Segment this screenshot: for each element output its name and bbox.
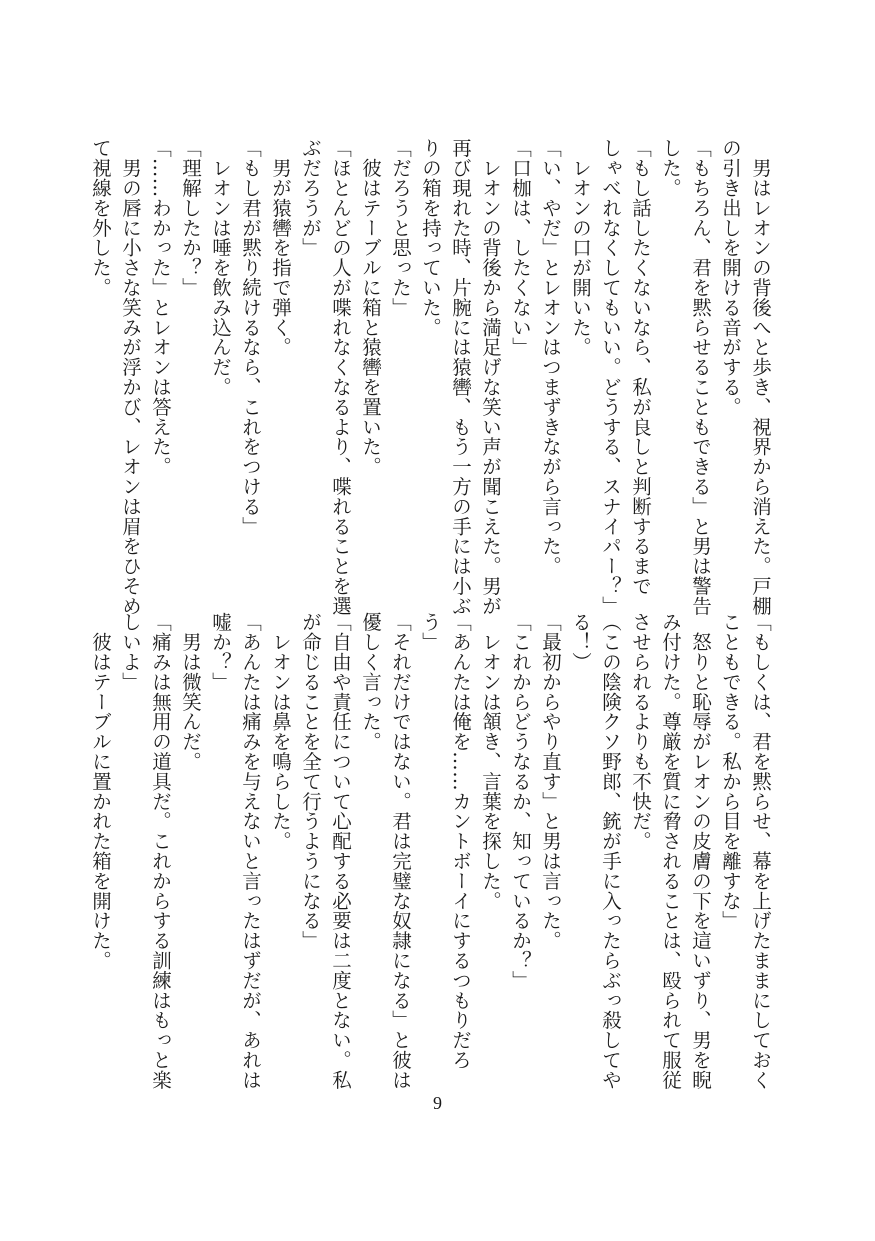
text-line: 怒りと恥辱がレオンの皮膚の下を這いずり、男を睨 [689, 612, 712, 1090]
text-line: レオンの背後から満足げな笑い声が聞こえた。男が [479, 138, 502, 616]
text-line: 「い、やだ」とレオンはつまずきながら言った。 [539, 138, 562, 576]
text-line: 嘘か？」 [209, 612, 232, 692]
text-line: レオンは頷き、言葉を探した。 [479, 612, 502, 911]
text-line: （この陰険クソ野郎、銃が手に入ったらぶっ殺してや [599, 612, 622, 1090]
text-line: 「もし君が黙り続けるなら、これをつける」 [239, 138, 262, 536]
text-line: 「あんたは俺を……カントボーイにするつもりだろ [449, 612, 472, 1070]
text-line: 「理解したか？」 [179, 138, 202, 298]
text-line: 「だろうと思った」 [389, 138, 412, 318]
text-line: 「もちろん、君を黙らせることもできる」と男は警告 [689, 138, 712, 616]
text-line: 男が猿轡を指で弾く。 [269, 138, 292, 357]
text-line: 「あんたは痛みを与えないと言ったはずだが、あれは [239, 612, 262, 1090]
text-block-bottom [89, 612, 775, 1090]
text-block-top [89, 138, 775, 616]
text-line: 男の唇に小さな笑みが浮かび、レオンは眉をひそめ [119, 138, 142, 616]
text-line: 「ほとんどの人が喋れなくなるより、喋れることを選 [329, 138, 352, 616]
text-line: 彼はテーブルに箱と猿轡を置いた。 [359, 138, 382, 477]
text-line: 男はレオンの背後へと歩き、視界から消えた。戸棚 [749, 138, 772, 616]
text-line: ぶだろうが」 [299, 138, 322, 258]
text-line: した。 [659, 138, 682, 198]
text-line: の引き出しを開ける音がする。 [719, 138, 742, 417]
text-line: 「……わかった」とレオンは答えた。 [149, 138, 172, 477]
text-line: る！） [569, 612, 592, 672]
text-line: 再び現れた時、片腕には猿轡、もう一方の手には小ぶ [449, 138, 472, 616]
text-line: させられるよりも不快だ。 [629, 612, 652, 851]
page-number: 9 [433, 1093, 442, 1113]
text-line: りの箱を持っていた。 [419, 138, 442, 337]
text-line: レオンの口が開いた。 [569, 138, 592, 357]
text-line: 「口枷は、したくない」 [509, 138, 532, 357]
text-line: が命じることを全て行うようになる」 [299, 612, 322, 951]
text-line: み付けた。尊厳を質に脅されることは、殴られて服従 [659, 612, 682, 1090]
text-line: 「これからどうなるか、知っているか？」 [509, 612, 532, 991]
text-line: 「もし話したくないなら、私が良しと判断するまで [629, 138, 652, 596]
text-line: しいよ」 [119, 612, 142, 692]
text-line: こともできる。私から目を離すな」 [719, 612, 742, 931]
text-line: 「痛みは無用の道具だ。これからする訓練はもっと楽 [149, 612, 172, 1090]
text-line: レオンは鼻を鳴らした。 [269, 612, 292, 851]
text-line: 「自由や責任について心配する必要は二度とない。私 [329, 612, 352, 1090]
text-line: う」 [419, 612, 442, 652]
text-line: て視線を外した。 [89, 138, 112, 298]
text-line: 優しく言った。 [359, 612, 382, 752]
text-line: 「それだけではない。君は完璧な奴隷になる」と彼は [389, 612, 412, 1090]
text-line: 「もしくは、君を黙らせ、幕を上げたままにしておく [749, 612, 772, 1090]
text-line: レオンは唾を飲み込んだ。 [209, 138, 232, 397]
text-line: しゃべれなくしてもいい。どうする、スナイパー？」 [599, 138, 622, 616]
text-line: 彼はテーブルに置かれた箱を開けた。 [89, 612, 112, 971]
text-line: 男は微笑んだ。 [179, 612, 202, 772]
text-line: 「最初からやり直す」と男は言った。 [539, 612, 562, 951]
